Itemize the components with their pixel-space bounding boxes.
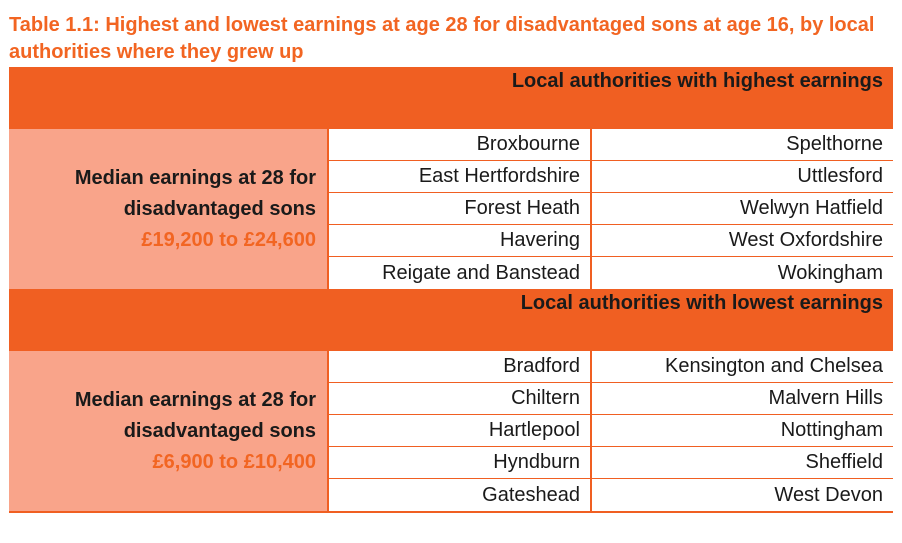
section-header-lowest (9, 289, 893, 351)
earnings-label (9, 129, 327, 289)
table-row (329, 447, 893, 479)
table-cell: Hartlepool (329, 415, 592, 446)
table-cell: Wokingham (777, 261, 883, 284)
label-line-2: disadvantaged sons (123, 419, 316, 442)
table-cell: Hyndburn (329, 447, 592, 478)
earnings-table (9, 67, 893, 513)
bottom-rule (9, 511, 893, 513)
table-row (329, 415, 893, 447)
label-line-2: disadvantaged sons (123, 197, 316, 220)
table-cell: Reigate and Banstead (329, 257, 592, 289)
table-row (329, 479, 893, 511)
table-cell: Malvern Hills (768, 387, 883, 409)
earnings-range: £19,200 to £24,600 (141, 228, 316, 251)
table-row (329, 161, 893, 193)
table-cell: Uttlesford (797, 165, 883, 187)
table-cell: West Devon (774, 483, 883, 506)
table-cell: West Oxfordshire (728, 229, 883, 251)
table-cell: Gateshead (329, 479, 592, 511)
authority-list (327, 129, 893, 289)
label-line-1: Median earnings at 28 for (74, 388, 316, 411)
earnings-range: £6,900 to £10,400 (152, 450, 316, 473)
table-cell: Havering (329, 225, 592, 256)
table-row (329, 383, 893, 415)
table-row (329, 193, 893, 225)
authority-list (327, 351, 893, 511)
table-row (329, 129, 893, 161)
label-line-1: Median earnings at 28 for (74, 166, 316, 189)
section-header-highest (9, 67, 893, 129)
table-cell: Kensington and Chelsea (665, 355, 883, 377)
table-cell: Sheffield (805, 451, 883, 473)
table-row (329, 257, 893, 289)
section-heading: Local authorities with highest earnings (511, 70, 883, 92)
section-heading: Local authorities with lowest earnings (520, 292, 883, 314)
table-cell: Welwyn Hatfield (739, 197, 883, 219)
table-row (329, 351, 893, 383)
section-lowest (9, 351, 893, 511)
earnings-label (9, 351, 327, 511)
table-cell: Bradford (329, 351, 592, 382)
table-cell: Forest Heath (329, 193, 592, 224)
table-cell: East Hertfordshire (329, 161, 592, 192)
section-highest (9, 129, 893, 289)
table-cell: Nottingham (780, 419, 883, 441)
table-cell: Chiltern (329, 383, 592, 414)
table-cell: Spelthorne (786, 133, 883, 155)
table-cell: Broxbourne (329, 129, 592, 160)
table-row (329, 225, 893, 257)
table-title: Table 1.1: Highest and lowest earnings at age 28 for disadvantaged sons at age 16, by local authorities where they grew up (9, 14, 875, 63)
